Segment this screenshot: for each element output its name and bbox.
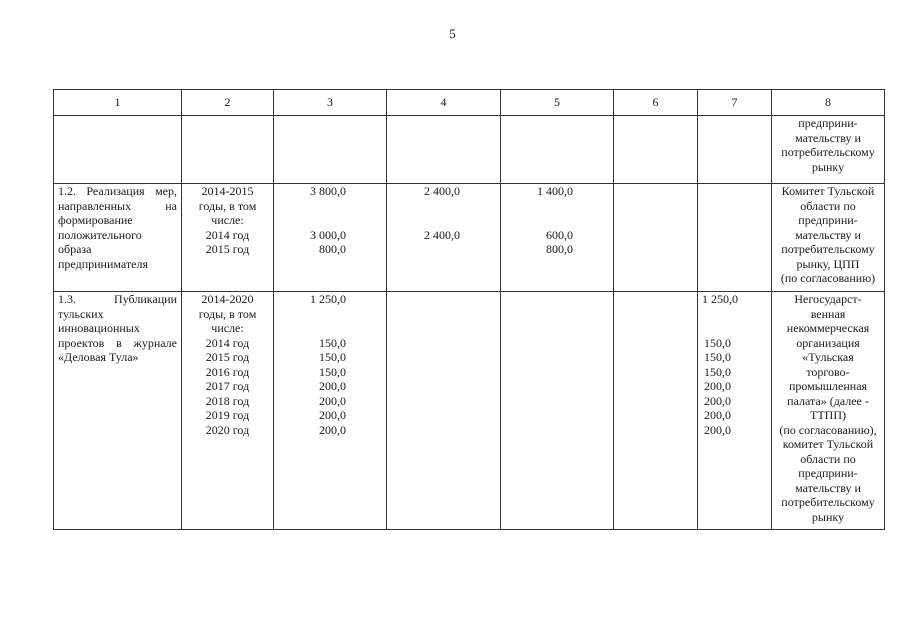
cell-line: числе: (211, 321, 244, 335)
cell-line: области по (800, 198, 856, 213)
cell-line (278, 321, 346, 336)
cell-line: 2014-2015 (201, 184, 254, 198)
table-cell-col-2 (182, 292, 274, 530)
table-cell-col-2 (182, 116, 274, 184)
column-header-7: 7 (698, 90, 772, 116)
cell-line: предприни- (798, 213, 858, 227)
table-cell-col-7 (698, 116, 772, 184)
table-cell-col-1 (54, 184, 182, 292)
table-cell-col-4 (387, 292, 501, 530)
cell-line (278, 199, 346, 214)
cell-line: 1.3. Публикации (58, 292, 177, 306)
cell-line (702, 321, 731, 336)
cell-line: 2020 год (205, 422, 250, 437)
cell-line: предприни- (798, 116, 858, 130)
cell-line: 800,0 (319, 242, 346, 256)
cell-line: рынку, ЦПП (796, 256, 860, 271)
cell-line: предприни- (798, 466, 858, 480)
program-table (53, 89, 885, 530)
cell-line: 200,0 (319, 379, 346, 393)
cell-line: венная (810, 306, 846, 321)
cell-line: 2 400,0 (424, 184, 460, 198)
cell-line: 800,0 (546, 242, 573, 256)
cell-line: 2014-2020 (201, 292, 254, 306)
table-row (54, 116, 885, 184)
cell-line: 200,0 (704, 408, 731, 422)
table-cell-col-1 (54, 292, 182, 530)
table-cell-col-8 (772, 184, 885, 292)
cell-line: 1 400,0 (537, 184, 573, 198)
cell-line: 3 800,0 (310, 184, 346, 198)
cell-line: мательству и (795, 227, 861, 242)
table-cell-col-2 (182, 184, 274, 292)
table-cell-col-3 (274, 116, 387, 184)
cell-line: 150,0 (319, 335, 346, 350)
cell-line: годы, в том (198, 198, 257, 213)
table-cell-col-6 (614, 184, 698, 292)
cell-line: 2015 год (205, 242, 250, 256)
cell-line: торгово- (806, 364, 850, 379)
cell-line (391, 213, 460, 228)
cell-line: 2015 год (205, 350, 250, 364)
column-header-1: 1 (54, 90, 182, 116)
cell-line: комитет Тульской (782, 437, 874, 451)
table-row (54, 184, 885, 292)
cell-line (391, 199, 460, 214)
cell-line: 150,0 (704, 350, 731, 364)
table-cell-col-3 (274, 184, 387, 292)
table-cell-col-6 (614, 292, 698, 530)
cell-line: промышленная (788, 379, 868, 393)
table-cell-col-5 (501, 184, 614, 292)
table-header-row (54, 90, 885, 116)
cell-line: годы, в том (198, 306, 257, 321)
cell-line: мательству и (795, 130, 861, 145)
cell-line: 2014 год (205, 227, 250, 242)
cell-line: ТТПП) (810, 408, 846, 422)
table-cell-col-6 (614, 116, 698, 184)
cell-line (505, 213, 573, 228)
cell-line: проектов в журнале (58, 335, 177, 350)
cell-line: инновационных (58, 321, 140, 335)
table-row (54, 292, 885, 530)
cell-line: 2018 год (205, 393, 250, 408)
cell-line: 200,0 (319, 393, 346, 408)
column-header-6: 6 (614, 90, 698, 116)
column-header-5: 5 (501, 90, 614, 116)
column-header-8: 8 (772, 90, 885, 116)
table-cell-col-1 (54, 116, 182, 184)
page-number: 5 (449, 26, 456, 41)
cell-line: мательству и (795, 480, 861, 495)
cell-line (278, 307, 346, 322)
cell-line: потребительскому (781, 495, 875, 509)
cell-line: потребительскому (781, 242, 875, 256)
cell-line: организация (796, 335, 860, 350)
cell-line: 200,0 (704, 422, 731, 437)
cell-line: «Тульская (802, 350, 854, 364)
cell-line (702, 307, 731, 322)
cell-line: «Деловая Тула» (58, 350, 139, 364)
cell-line: области по (800, 451, 856, 466)
cell-line: 2 400,0 (424, 227, 460, 242)
cell-line: 1.2. Реализация мер, (58, 184, 177, 198)
cell-line: Комитет Тульской (781, 184, 875, 198)
cell-line: 150,0 (319, 364, 346, 379)
table-cell-col-8 (772, 116, 885, 184)
column-header-3: 3 (274, 90, 387, 116)
table-cell-col-5 (501, 116, 614, 184)
cell-line: 200,0 (704, 379, 731, 393)
cell-line: формирование (58, 213, 133, 227)
cell-line: предпринимателя (58, 256, 148, 271)
cell-line: 1 250,0 (702, 292, 738, 306)
cell-line: 2017 год (205, 379, 250, 393)
cell-line: 3 000,0 (310, 227, 346, 242)
cell-line: 1 250,0 (310, 292, 346, 306)
column-header-4: 4 (387, 90, 501, 116)
cell-line: потребительскому (781, 145, 875, 159)
cell-line: 150,0 (704, 364, 731, 379)
table-cell-col-5 (501, 292, 614, 530)
cell-line: 2016 год (205, 364, 250, 379)
cell-line: направленных на (58, 198, 177, 213)
cell-line: рынку (811, 159, 845, 174)
cell-line: (по согласованию) (780, 271, 876, 285)
table-cell-col-3 (274, 292, 387, 530)
table-cell-col-7 (698, 292, 772, 530)
cell-line: тульских (58, 306, 104, 321)
table-cell-col-7 (698, 184, 772, 292)
cell-line: 150,0 (319, 350, 346, 364)
cell-line: числе: (211, 213, 244, 227)
cell-line (278, 213, 346, 228)
cell-line: 200,0 (704, 393, 731, 408)
table-cell-col-4 (387, 116, 501, 184)
cell-line: 200,0 (319, 408, 346, 422)
cell-line: 200,0 (319, 422, 346, 437)
column-header-2: 2 (182, 90, 274, 116)
table-cell-col-4 (387, 184, 501, 292)
cell-line (505, 199, 573, 214)
cell-line: 150,0 (704, 335, 731, 350)
table-cell-col-8 (772, 292, 885, 530)
cell-line: 2014 год (205, 335, 250, 350)
cell-line: 600,0 (546, 227, 573, 242)
cell-line: некоммерческая (786, 321, 870, 335)
cell-line: положительного (58, 227, 142, 242)
cell-line: (по согласованию), (779, 422, 877, 437)
cell-line: палата» (далее - (787, 393, 869, 408)
cell-line: Негосударст- (794, 292, 862, 306)
cell-line (391, 242, 460, 257)
cell-line: рынку (811, 509, 845, 524)
cell-line: образа (58, 242, 92, 256)
cell-line: 2019 год (205, 408, 250, 422)
